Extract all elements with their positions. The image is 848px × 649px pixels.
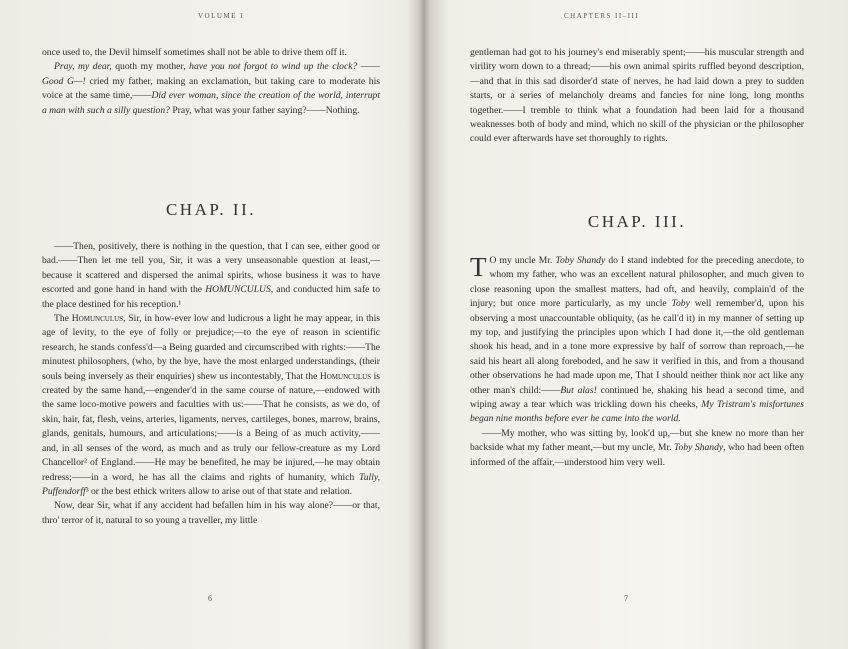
chapter-heading: CHAP. III. [587, 212, 687, 231]
running-head: VOLUME I [198, 12, 245, 20]
text-run: But alas! [560, 384, 597, 396]
text-run: Tully, Puffendorff [42, 471, 380, 497]
text-run: continued he, shaking his head a second time, and wiping away a tear which was trickling down his cheeks, [470, 384, 804, 411]
text-run: once used to, the Devil himself sometimes shall not be able to drive them off it. [42, 47, 347, 58]
text-run: , and conducted him safe to the place destined for his reception.¹ [42, 284, 381, 310]
text-run: Now, dear Sir, what if any accident had befallen him in his way alone?——or that, thro' terror of it, natural to so young a traveller, my little [42, 500, 380, 526]
text-run: have you not forgot to wind up the clock? [189, 61, 358, 73]
paragraph [470, 46, 804, 147]
text-run: is created by the same hand,—engender'd in the same course of nature,—endowed with the same loco-motive powers and faculties with us:——That he consists, as we do, of skin, hair, fat, flesh, veins, arteries, ligaments, nerves, cartileges, bones, marrow, brains, glands, genitals, humours, and articulations;——is a Being of as much activity,——and, in all senses of the word, as much and as truly our fellow-creature as my Lord Chancellor² of England.——He may be benefited, he may be injured,—he may obtain redress;——in a word, he has all the claims and rights of humanity, which [42, 370, 380, 483]
top-paragraph [42, 46, 380, 118]
text-run: —— [357, 61, 380, 73]
right-page [424, 0, 848, 649]
text-run: ——My mother, who was sitting by, look'd up,—but she knew no more than her backside what my father meant,—but my uncle, Mr. [470, 427, 804, 454]
page-number: 6 [208, 594, 212, 603]
paragraph [470, 254, 804, 427]
text-run: HOMUNCULUS [205, 284, 271, 296]
paragraph [42, 46, 380, 60]
text-run: gentleman had got to his journey's end miserably spent;——his muscular strength and virility worn down to a thread;——his own animal spirits ruffled beyond description,—and that in this sad disorder'd state of nerves, he had laid down a prey to sudden starts, or a series of melancholy dreams and fancies for nine long, long months together.——I tremble to think what a foundation had been laid for a thousand weaknesses both of body and mind, which no skill of the physician or the philosopher could ever afterwards have set thoroughly to rights. [470, 47, 804, 145]
text-run: The [54, 313, 72, 325]
text-run: , who had been often informed of the affair,—understood him very well. [470, 442, 804, 468]
drop-cap: T [470, 252, 487, 282]
text-run: do I stand indebted for the preceding anecdote, to whom my father, who was an excellent natural philosopher, and much given to close reasoning upon the smallest matters, had oft, and heavily, complain'd of the injury; but once more particularly, as my uncle [470, 255, 805, 310]
text-run: Homunculus [319, 370, 372, 382]
paragraph [42, 240, 380, 312]
chapter-body [470, 254, 804, 470]
text-run: Toby Shandy [555, 255, 606, 266]
text-run: O my uncle Mr. [489, 255, 556, 266]
text-run: My Tristram's misfortunes began nine months before ever he came into the world. [470, 399, 804, 425]
text-run: ——Then, positively, there is nothing in the question, that I can see, either good or bad.——Then let me tell you, Sir, it was a very unseasonable question at least,—because it scattered and dispersed the animal spirits, whose business it was to have escorted and gone hand in hand with the [42, 241, 380, 296]
chapter-heading: CHAP. II. [165, 200, 257, 219]
text-run: cried my father, making an exclamation, but taking care to moderate his voice at the same time,—— [42, 75, 381, 102]
text-run: Toby [671, 298, 690, 310]
text-run: Toby Shandy [674, 442, 724, 454]
text-run: Good G—! [42, 75, 86, 87]
text-run: quoth my mother, [115, 61, 190, 73]
paragraph [470, 427, 804, 470]
text-run: Pray, what was your father saying?——Nothing. [169, 104, 360, 116]
text-run: well remember'd, upon his observing a most unaccountable obliquity, (as he call'd it) in my manner of setting up my top, and justifying the principles upon which I had done it,—the old gentleman shook his head, and in a tone more expressive by half of sorrow than reproach,—he said his heart all along foreboded, and he saw it verified in this, and from a thousand other observations he had made upon me, That I should neither think nor act like any other man's child:—— [470, 298, 804, 396]
paragraph-text [470, 252, 805, 425]
dialogue-paragraph [42, 60, 380, 118]
text-run: , Sir, in how-ever low and ludicrous a light he may appear, in this age of levity, to the eye of folly or prejudice;—to the eye of reason in scientific research, he stands confess'd—a Being guarded and circumscribed with rights:——The minutest philosophers, (who, by the bye, have the most enlarged understandings, (their souls being inversely as their enquiries) shew us incontestably, That the [42, 313, 380, 382]
text-run: Homunculus [71, 313, 124, 325]
paragraph [42, 312, 380, 499]
running-head: CHAPTERS II–III [564, 12, 640, 20]
page-number: 7 [624, 594, 628, 603]
top-paragraph [470, 46, 804, 147]
text-run: Pray, my dear, [54, 61, 116, 73]
text-run: Did ever woman, since the creation of the world, interrupt a man with such a silly question? [42, 90, 380, 116]
paragraph [42, 499, 380, 528]
chapter-body [42, 240, 380, 528]
text-run: ³ or the best ethick writers allow to arise out of that state and relation. [85, 485, 353, 497]
